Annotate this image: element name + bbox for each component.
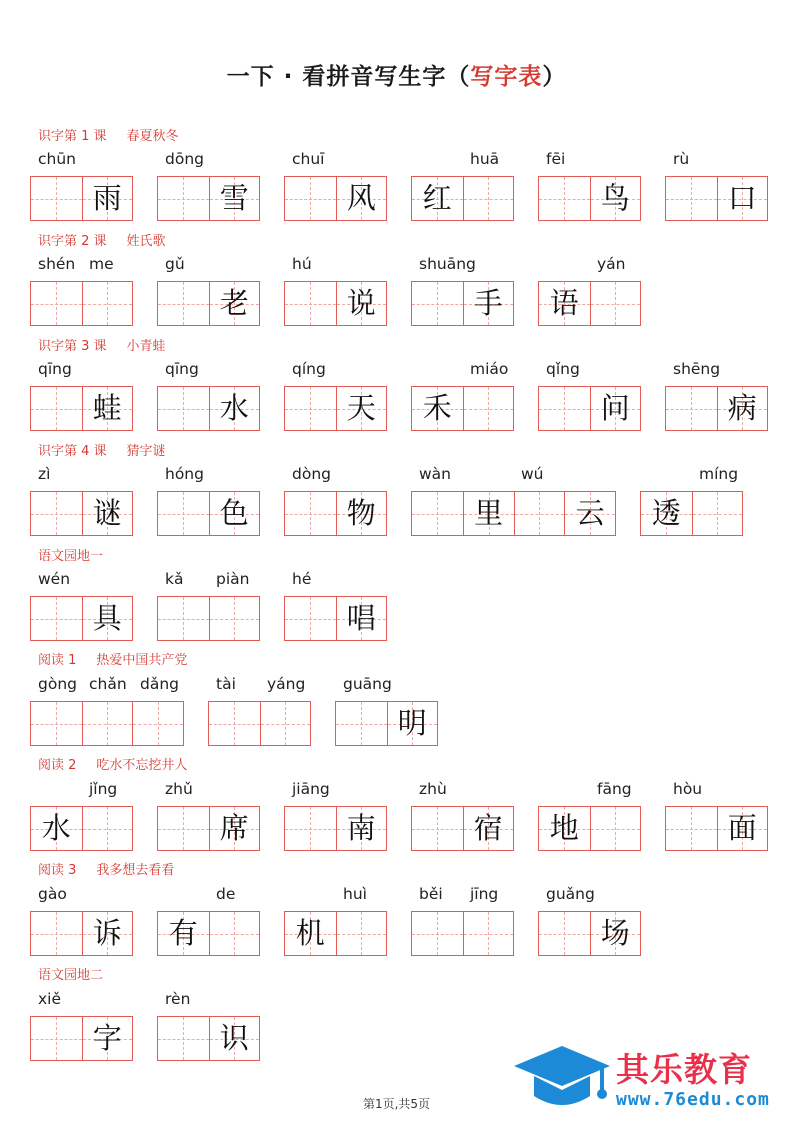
writing-box bbox=[30, 176, 133, 221]
lesson-number: 语文园地二 bbox=[38, 968, 104, 983]
tianzige-cell[interactable] bbox=[82, 597, 133, 640]
pinyin-label: de bbox=[216, 885, 236, 903]
tianzige-cell[interactable] bbox=[666, 177, 717, 220]
lesson-number: 识字第 1 课 bbox=[38, 129, 107, 144]
writing-box bbox=[157, 596, 260, 641]
given-character: 宿 bbox=[473, 811, 503, 845]
lesson-label bbox=[38, 545, 123, 564]
pinyin-label: hòu bbox=[673, 780, 703, 798]
pinyin-label: chūn bbox=[38, 150, 76, 168]
given-character: 口 bbox=[727, 181, 757, 215]
writing-box bbox=[411, 386, 514, 431]
pinyin-label: shén bbox=[38, 255, 76, 273]
pinyin-label: wén bbox=[38, 570, 71, 588]
pinyin-label: dōng bbox=[165, 150, 204, 168]
writing-box bbox=[538, 911, 641, 956]
tianzige-cell[interactable] bbox=[285, 597, 336, 640]
tianzige-cell[interactable] bbox=[132, 702, 183, 745]
writing-box bbox=[640, 491, 743, 536]
pinyin-label: shēng bbox=[673, 360, 721, 378]
brand-url: www.76edu.com bbox=[616, 1089, 770, 1110]
tianzige-cell[interactable] bbox=[387, 702, 438, 745]
pinyin-label: gǔ bbox=[165, 255, 185, 273]
tianzige-cell[interactable] bbox=[209, 387, 260, 430]
tianzige-cell[interactable] bbox=[82, 282, 133, 325]
pinyin-label: qǐng bbox=[546, 360, 580, 378]
pinyin-label: piàn bbox=[216, 570, 250, 588]
pinyin-label: zhǔ bbox=[165, 780, 193, 798]
given-character: 色 bbox=[219, 496, 249, 530]
tianzige-cell[interactable] bbox=[158, 597, 209, 640]
tianzige-cell[interactable] bbox=[590, 282, 641, 325]
tianzige-cell[interactable] bbox=[31, 702, 82, 745]
writing-box bbox=[284, 386, 387, 431]
page-title bbox=[0, 58, 793, 91]
given-character: 南 bbox=[346, 811, 376, 845]
writing-box bbox=[30, 806, 133, 851]
tianzige-cell[interactable] bbox=[158, 387, 209, 430]
lesson-number: 识字第 3 课 bbox=[38, 339, 107, 354]
given-character: 雨 bbox=[92, 181, 122, 215]
tianzige-cell[interactable] bbox=[158, 807, 209, 850]
tianzige-cell[interactable] bbox=[463, 912, 514, 955]
lesson-name: 小青蛙 bbox=[126, 339, 166, 354]
tianzige-cell[interactable] bbox=[539, 807, 590, 850]
tianzige-cell[interactable] bbox=[336, 807, 387, 850]
pinyin-label: qīng bbox=[165, 360, 199, 378]
given-character: 鸟 bbox=[600, 181, 630, 215]
writing-box bbox=[157, 806, 260, 851]
tianzige-cell[interactable] bbox=[336, 702, 387, 745]
lesson-number: 语文园地一 bbox=[38, 549, 104, 564]
writing-box bbox=[157, 386, 260, 431]
given-character: 云 bbox=[575, 496, 605, 530]
writing-box bbox=[665, 806, 768, 851]
given-character: 面 bbox=[727, 811, 757, 845]
title-accent: 写字表 bbox=[470, 64, 543, 90]
tianzige-cell[interactable] bbox=[463, 387, 514, 430]
tianzige-cell[interactable] bbox=[666, 387, 717, 430]
given-character: 手 bbox=[473, 286, 503, 320]
lesson-label bbox=[38, 440, 166, 459]
lesson-number: 识字第 4 课 bbox=[38, 444, 107, 459]
tianzige-cell[interactable] bbox=[209, 912, 260, 955]
tianzige-cell[interactable] bbox=[463, 807, 514, 850]
pinyin-label: wú bbox=[521, 465, 544, 483]
writing-box bbox=[208, 701, 311, 746]
pinyin-label: huā bbox=[470, 150, 500, 168]
lesson-label bbox=[38, 754, 187, 773]
writing-box bbox=[30, 491, 133, 536]
writing-box bbox=[411, 911, 514, 956]
pinyin-label: rù bbox=[673, 150, 690, 168]
tianzige-cell[interactable] bbox=[336, 912, 387, 955]
writing-box bbox=[30, 1016, 133, 1061]
writing-box bbox=[157, 491, 260, 536]
given-character: 物 bbox=[346, 496, 376, 530]
tianzige-cell[interactable] bbox=[692, 492, 743, 535]
tianzige-cell[interactable] bbox=[590, 387, 641, 430]
writing-box bbox=[335, 701, 438, 746]
tianzige-cell[interactable] bbox=[285, 807, 336, 850]
pinyin-label: míng bbox=[699, 465, 739, 483]
writing-box bbox=[157, 911, 260, 956]
given-character: 机 bbox=[295, 916, 325, 950]
tianzige-cell[interactable] bbox=[209, 492, 260, 535]
tianzige-cell[interactable] bbox=[539, 387, 590, 430]
writing-box bbox=[284, 911, 387, 956]
given-character: 字 bbox=[92, 1021, 122, 1055]
tianzige-cell[interactable] bbox=[209, 702, 260, 745]
tianzige-cell[interactable] bbox=[539, 177, 590, 220]
lesson-name: 姓氏歌 bbox=[126, 234, 166, 249]
writing-box bbox=[411, 806, 514, 851]
tianzige-cell[interactable] bbox=[539, 282, 590, 325]
tianzige-cell[interactable] bbox=[209, 807, 260, 850]
given-character: 雪 bbox=[219, 181, 249, 215]
tianzige-cell[interactable] bbox=[336, 177, 387, 220]
tianzige-cell[interactable] bbox=[260, 702, 311, 745]
pinyin-label: gòng bbox=[38, 675, 77, 693]
writing-box bbox=[284, 596, 387, 641]
tianzige-cell[interactable] bbox=[717, 807, 768, 850]
given-character: 唱 bbox=[346, 601, 376, 635]
given-character: 风 bbox=[346, 181, 376, 215]
pinyin-label: shuāng bbox=[419, 255, 476, 273]
pinyin-label: chǎn bbox=[89, 675, 127, 693]
tianzige-cell[interactable] bbox=[641, 492, 692, 535]
pinyin-label: xiě bbox=[38, 990, 62, 1008]
lesson-name: 热爱中国共产党 bbox=[96, 653, 188, 668]
tianzige-cell[interactable] bbox=[285, 282, 336, 325]
writing-box bbox=[538, 806, 641, 851]
tianzige-cell[interactable] bbox=[463, 177, 514, 220]
given-character: 场 bbox=[600, 916, 630, 950]
tianzige-cell[interactable] bbox=[590, 807, 641, 850]
pinyin-label: jiāng bbox=[292, 780, 330, 798]
tianzige-cell[interactable] bbox=[82, 807, 133, 850]
lesson-name: 吃水不忘挖井人 bbox=[96, 758, 188, 773]
tianzige-cell[interactable] bbox=[463, 492, 514, 535]
tianzige-cell[interactable] bbox=[31, 387, 82, 430]
given-character: 席 bbox=[219, 811, 249, 845]
pinyin-label: fēi bbox=[546, 150, 566, 168]
lesson-number: 阅读 3 bbox=[38, 863, 77, 878]
tianzige-cell[interactable] bbox=[412, 282, 463, 325]
pinyin-label: dǎng bbox=[140, 675, 179, 693]
pinyin-label: miáo bbox=[470, 360, 509, 378]
writing-box bbox=[411, 176, 514, 221]
given-character: 里 bbox=[474, 496, 504, 530]
tianzige-cell[interactable] bbox=[285, 912, 336, 955]
tianzige-cell[interactable] bbox=[158, 177, 209, 220]
lesson-label bbox=[38, 649, 187, 668]
tianzige-cell[interactable] bbox=[209, 597, 260, 640]
lesson-label bbox=[38, 859, 174, 878]
tianzige-cell[interactable] bbox=[82, 387, 133, 430]
lesson-name: 猜字谜 bbox=[126, 444, 166, 459]
writing-box bbox=[157, 1016, 260, 1061]
brand-name: 其乐教育 bbox=[616, 1050, 752, 1089]
lesson-label bbox=[38, 335, 166, 354]
tianzige-cell[interactable] bbox=[31, 807, 82, 850]
pinyin-label: fāng bbox=[597, 780, 632, 798]
pinyin-label: qīng bbox=[38, 360, 72, 378]
tianzige-cell[interactable] bbox=[82, 912, 133, 955]
writing-box bbox=[157, 281, 260, 326]
writing-box bbox=[284, 176, 387, 221]
tianzige-cell[interactable] bbox=[717, 177, 768, 220]
tianzige-cell[interactable] bbox=[412, 912, 463, 955]
tianzige-cell[interactable] bbox=[412, 492, 463, 535]
tianzige-cell[interactable] bbox=[514, 492, 565, 535]
given-character: 水 bbox=[219, 391, 249, 425]
pinyin-label: yán bbox=[597, 255, 626, 273]
pinyin-label: tài bbox=[216, 675, 236, 693]
writing-box bbox=[538, 386, 641, 431]
lesson-label bbox=[38, 230, 166, 249]
lesson-label bbox=[38, 964, 123, 983]
pinyin-label: kǎ bbox=[165, 570, 184, 588]
given-character: 透 bbox=[651, 496, 681, 530]
page-footer: 第1页,共5页 bbox=[362, 1097, 431, 1111]
pinyin-label: yáng bbox=[267, 675, 306, 693]
given-character: 水 bbox=[41, 811, 71, 845]
lesson-name: 春夏秋冬 bbox=[126, 129, 179, 144]
given-character: 蛙 bbox=[92, 391, 122, 425]
writing-box bbox=[284, 281, 387, 326]
tianzige-cell[interactable] bbox=[336, 387, 387, 430]
given-character: 病 bbox=[727, 391, 757, 425]
lesson-number: 识字第 2 课 bbox=[38, 234, 107, 249]
pinyin-label: běi bbox=[419, 885, 443, 903]
pinyin-label: guǎng bbox=[546, 885, 595, 903]
given-character: 天 bbox=[346, 391, 376, 425]
tianzige-cell[interactable] bbox=[31, 912, 82, 955]
pinyin-label: dòng bbox=[292, 465, 331, 483]
tianzige-cell[interactable] bbox=[590, 177, 641, 220]
writing-box bbox=[411, 491, 616, 536]
tianzige-cell[interactable] bbox=[285, 387, 336, 430]
tianzige-cell[interactable] bbox=[158, 1017, 209, 1060]
writing-box bbox=[30, 386, 133, 431]
tianzige-cell[interactable] bbox=[209, 282, 260, 325]
tianzige-cell[interactable] bbox=[285, 177, 336, 220]
writing-box bbox=[30, 701, 184, 746]
tianzige-cell[interactable] bbox=[82, 177, 133, 220]
writing-box bbox=[30, 596, 133, 641]
tianzige-cell[interactable] bbox=[412, 177, 463, 220]
tianzige-cell[interactable] bbox=[158, 912, 209, 955]
pinyin-label: jīng bbox=[470, 885, 499, 903]
lesson-number: 阅读 1 bbox=[38, 653, 77, 668]
pinyin-label: zì bbox=[38, 465, 51, 483]
tianzige-cell[interactable] bbox=[31, 177, 82, 220]
writing-box bbox=[284, 491, 387, 536]
tianzige-cell[interactable] bbox=[31, 597, 82, 640]
lesson-label bbox=[38, 125, 179, 144]
pinyin-label: zhù bbox=[419, 780, 447, 798]
title-close: ） bbox=[542, 64, 567, 90]
writing-box bbox=[665, 176, 768, 221]
writing-box bbox=[411, 281, 514, 326]
tianzige-cell[interactable] bbox=[209, 1017, 260, 1060]
lesson-number: 阅读 2 bbox=[38, 758, 77, 773]
given-character: 红 bbox=[422, 181, 452, 215]
given-character: 说 bbox=[346, 286, 376, 320]
pinyin-label: hú bbox=[292, 255, 312, 273]
pinyin-label: jǐng bbox=[89, 780, 118, 798]
given-character: 谜 bbox=[92, 496, 122, 530]
tianzige-cell[interactable] bbox=[564, 492, 615, 535]
writing-box bbox=[30, 281, 133, 326]
writing-box bbox=[538, 281, 641, 326]
tianzige-cell[interactable] bbox=[336, 282, 387, 325]
tianzige-cell[interactable] bbox=[285, 492, 336, 535]
writing-box bbox=[284, 806, 387, 851]
tianzige-cell[interactable] bbox=[717, 387, 768, 430]
tianzige-cell[interactable] bbox=[463, 282, 514, 325]
pinyin-label: wàn bbox=[419, 465, 451, 483]
pinyin-label: me bbox=[89, 255, 114, 273]
writing-box bbox=[665, 386, 768, 431]
pinyin-label: rèn bbox=[165, 990, 191, 1008]
pinyin-label: hóng bbox=[165, 465, 204, 483]
tianzige-cell[interactable] bbox=[31, 492, 82, 535]
given-character: 地 bbox=[549, 811, 579, 845]
given-character: 老 bbox=[219, 286, 249, 320]
lesson-name: 我多想去看看 bbox=[96, 863, 175, 878]
tianzige-cell[interactable] bbox=[31, 1017, 82, 1060]
pinyin-label: qíng bbox=[292, 360, 326, 378]
given-character: 问 bbox=[600, 391, 630, 425]
tianzige-cell[interactable] bbox=[336, 597, 387, 640]
tianzige-cell[interactable] bbox=[539, 912, 590, 955]
tianzige-cell[interactable] bbox=[158, 492, 209, 535]
given-character: 语 bbox=[549, 286, 579, 320]
tianzige-cell[interactable] bbox=[31, 282, 82, 325]
tianzige-cell[interactable] bbox=[158, 282, 209, 325]
tianzige-cell[interactable] bbox=[412, 387, 463, 430]
pinyin-label: huì bbox=[343, 885, 367, 903]
pinyin-label: guāng bbox=[343, 675, 392, 693]
writing-box bbox=[538, 176, 641, 221]
given-character: 具 bbox=[92, 601, 122, 635]
given-character: 识 bbox=[219, 1021, 249, 1055]
given-character: 诉 bbox=[92, 916, 122, 950]
tianzige-cell[interactable] bbox=[590, 912, 641, 955]
tianzige-cell[interactable] bbox=[336, 492, 387, 535]
writing-box bbox=[157, 176, 260, 221]
tianzige-cell[interactable] bbox=[412, 807, 463, 850]
pinyin-label: chuī bbox=[292, 150, 325, 168]
pinyin-label: gào bbox=[38, 885, 67, 903]
pinyin-label: hé bbox=[292, 570, 312, 588]
title-main: 一下 · 看拼音写生字（ bbox=[226, 64, 471, 90]
tianzige-cell[interactable] bbox=[82, 492, 133, 535]
tianzige-cell[interactable] bbox=[209, 177, 260, 220]
given-character: 有 bbox=[168, 916, 198, 950]
tianzige-cell[interactable] bbox=[82, 1017, 133, 1060]
given-character: 明 bbox=[397, 706, 427, 740]
given-character: 禾 bbox=[422, 391, 452, 425]
tianzige-cell[interactable] bbox=[82, 702, 133, 745]
writing-box bbox=[30, 911, 133, 956]
tianzige-cell[interactable] bbox=[666, 807, 717, 850]
